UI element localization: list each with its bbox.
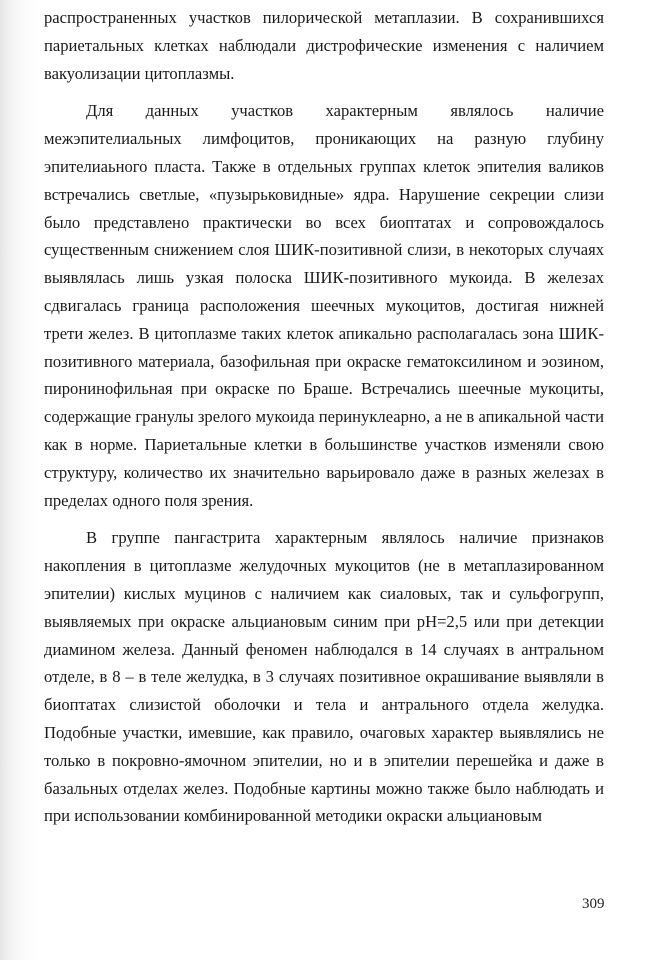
- page-number: 309: [582, 896, 605, 912]
- scan-shadow-edge: [0, 0, 42, 960]
- paragraph-pangastritis: В группе пангастрита характерным являлось наличие признаков накопления в цитоплазме желудочных мукоцитов (не в метаплазированном эпителии) кислых муцинов с наличием как сиаловых, так и сульфогрупп, выявляемых при окраске альциановым синим при pH=2,5 или при детекции диамином железа. Данный феномен наблюдался в 14 случаях в антральном отделе, в 8 – в теле желудка, в 3 случаях позитивное окрашивание выявляли в биоптатах слизистой оболочки и тела и антрального отдела желудка. Подобные участки, имевшие, как правило, очаговых характер выявлялись не только в покровно-ямочном эпителии, но и в эпителии перешейка и даже в базальных отделах желез. Подобные картины можно также было наблюдать и при использовании комбинированной методики окраски альциановым: [44, 528, 604, 826]
- paragraph-continuation: распространенных участков пилорической метаплазии. В сохранившихся париетальных клетках наблюдали дистрофические изменения с наличием вакуолизации цитоплазмы.: [44, 8, 604, 83]
- document-page: [44, 4, 604, 840]
- paragraph-intraepithelial-lymphocytes: Для данных участков характерным являлось наличие межэпителиальных лимфоцитов, проникающих на разную глубину эпителиаьного пласта. Также в отдельных группах клеток эпителия валиков встречались светлые, «пузырьковидные» ядра. Нарушение секреции слизи было представлено практически во всех биоптатах и сопровождалось существенным снижением слоя ШИК-позитивной слизи, в некоторых случаях выявлялась лишь узкая полоска ШИК-позитивного мукоида. В железах сдвигалась граница расположения шеечных мукоцитов, достигая нижней трети желез. В цитоплазме таких клеток апикально располагалась зона ШИК-позитивного материала, базофильная при окраске гематоксилином и эозином, пиронинофильная при окраске по Браше. Встречались шеечные мукоциты, содержащие гранулы зрелого мукоида перинуклеарно, а не в апикальной части как в норме. Париетальные клетки в большинстве участков изменяли свою структуру, количество их значительно варьировало даже в разных железах в пределах одного поля зрения.: [44, 101, 604, 510]
